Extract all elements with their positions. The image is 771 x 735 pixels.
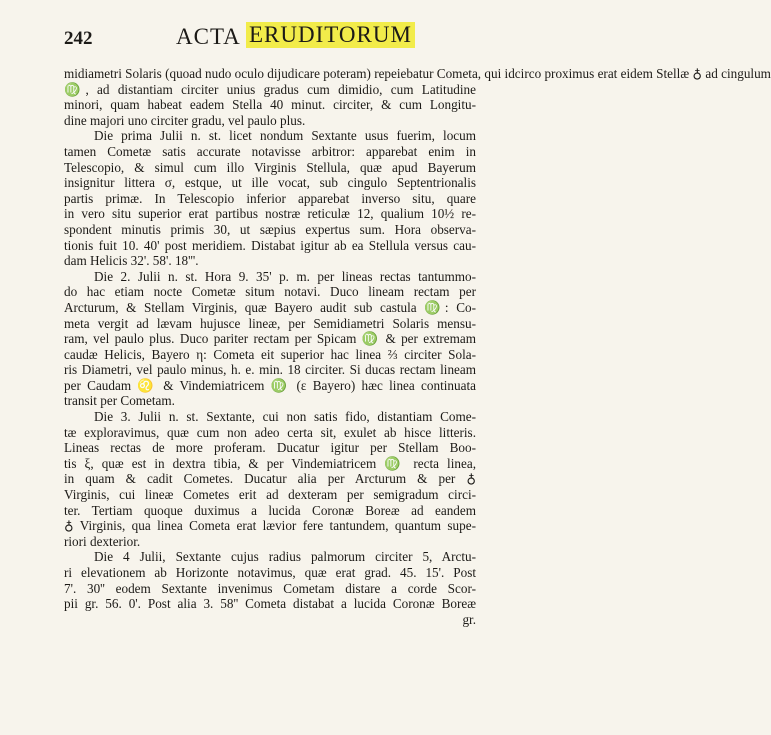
page-body-text	[64, 66, 771, 627]
text-line: Arcturum, & Stellam Virginis, quæ Bayero audit sub castula ♍: Co-	[64, 299, 476, 315]
text-line: in vero situ superior erat partibus nostræ reticulæ 12, qualium 10½ re-	[64, 206, 476, 222]
text-line: ram, vel paulo plus. Duco pariter rectam per Spicam ♍ & per extremam	[64, 331, 476, 347]
text-line: dine majori uno circiter gradu, vel paulo plus.	[64, 112, 306, 128]
text-line: 7'. 30'' eodem Sextante invenimus Cometam distare a corde Scor-	[64, 580, 476, 596]
text-line: dam Helicis 32'. 58'. 18'''.	[64, 253, 199, 269]
text-line: caudæ Helicis, Bayero η: Cometa eit superior hac linea ⅔ circiter Sola-	[64, 346, 476, 362]
text-line: spondent minutis primis 30, ut sæpius expertus sum. Hora observa-	[64, 221, 476, 237]
text-line: insignitur littera σ, estque, ut ille vocat, sub cingulo Septentrionalis	[64, 175, 476, 191]
text-line: gr.	[462, 611, 476, 627]
running-header	[64, 22, 464, 52]
text-line: riori dexterior.	[64, 533, 141, 549]
journal-title-eruditorum-highlighted: ERUDITORUM	[246, 22, 415, 48]
text-line: tamen Cometæ satis accurate notavisse arbitror: apparebat enim in	[64, 143, 476, 159]
text-line: tis ξ, quæ est in dextra tibia, & per Vindemiatricem ♍ recta linea,	[64, 455, 476, 471]
text-line: partis primæ. In Telescopio inferior apparebat inverso situ, quare	[64, 190, 476, 206]
text-line: ♁ Virginis, qua linea Cometa erat lævior fere tantundem, quantum supe-	[64, 518, 476, 534]
text-line: Die 3. Julii n. st. Sextante, cui non satis fido, distantiam Come-	[94, 409, 476, 425]
text-line: ri elevationem ab Horizonte notavimus, quæ erat grad. 45. 15'. Post	[64, 565, 476, 580]
text-line: ♍, ad distantiam circiter unius gradus cum dimidio, cum Latitudine	[64, 81, 476, 97]
text-line: Die prima Julii n. st. licet nondum Sextante usus fuerim, locum	[94, 128, 476, 144]
text-line: Die 4 Julii, Sextante cujus radius palmorum circiter 5, Arctu-	[94, 549, 476, 565]
text-line: meta vergit ad lævam hujusce lineæ, per Semidiametri Solaris mensu-	[64, 315, 476, 331]
text-line: Telescopio, & simul cum illo Virginis Stellula, quæ apud Bayerum	[64, 159, 476, 175]
text-line: in quam & cadit Cometes. Ducatur alia per Arcturum & per ♁	[64, 471, 476, 487]
journal-title-acta: ACTA	[176, 24, 241, 49]
text-line: Die 2. Julii n. st. Hora 9. 35' p. m. per lineas rectas tantummo-	[94, 268, 476, 284]
text-line: transit per Cometam.	[64, 393, 175, 409]
text-line: pii gr. 56. 0'. Post alia 3. 58'' Cometa distabat a lucida Coronæ Boreæ	[64, 596, 476, 612]
text-line: minori, quam habeat eadem Stella 40 minut. circiter, & cum Longitu-	[64, 97, 476, 113]
text-line: midiametri Solaris (quoad nudo oculo dijudicare poteram) repeiebatur Cometa, qui idcirco proximus erat eidem Stellæ ♁ ad cingulum	[64, 66, 771, 81]
text-line: Virginis, cui lineæ Cometes erit ad dexteram per semigradum circi-	[64, 487, 476, 503]
text-line: Lineas rectas de more proferam. Ducatur igitur per Stellam Boo-	[64, 440, 476, 456]
text-line: tæ exploravimus, quæ cum non adeo certa sit, exulet ab hisce litteris.	[64, 424, 476, 440]
text-line: do hac etiam nocte Cometæ situm notavi. Duco lineam rectam per	[64, 284, 476, 300]
page-number: 242	[64, 28, 93, 49]
text-line: ter. Tertiam quoque duximus a lucida Coronæ Boreæ ad eandem	[64, 502, 476, 518]
text-line: tionis fuit 10. 40' post meridiem. Distabat igitur ab ea Stellula versus cau-	[64, 237, 476, 253]
text-line: ris Diametri, vel paulo minus, h. e. min. 18 circiter. Si ducas rectam lineam	[64, 362, 476, 378]
text-line: per Caudam ♌ & Vindemiatricem ♍ (ε Bayero) hæc linea continuata	[64, 377, 476, 393]
